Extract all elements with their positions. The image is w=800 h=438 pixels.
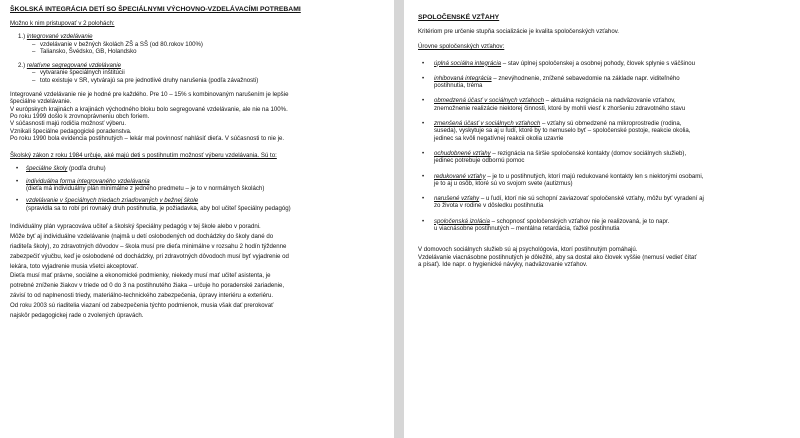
paragraph-line: Po roku 1999 došlo k zrovnoprávneniu obch foriem. (10, 112, 150, 120)
paragraph-line: Po roku 1990 bola evidencia postihnutých – lekár mal povinnosť nahlásiť dieťa. V súčasnosti to nie je. (10, 134, 285, 142)
list-item-text: (dieťa má individuálny plán minimálne z jedného predmetu – je to v normálnych školách) (26, 185, 265, 193)
law-list (10, 165, 386, 211)
bullet-icon: • (422, 149, 425, 157)
paragraph-line: Môže byť aj individuálne vzdelávanie (najmä u detí oslobodených od dochádzky do školy dané do (10, 232, 274, 240)
list-item-text: – aktuálna rezignácia na nadväzovanie vzťahov, (544, 97, 676, 105)
right-intro: Kritériom pre určenie stupňa socializácie je kvalita spoločenských vzťahov. (418, 28, 619, 35)
list-item-title: zmenšená účasť v sociálnych vzťahoch (434, 120, 541, 128)
bullet-icon: • (422, 74, 425, 82)
section-1 (10, 33, 386, 55)
list-item-text: (podľa druhu) (67, 165, 106, 173)
right-closing (418, 246, 792, 268)
section-2-number: 2.) (18, 62, 26, 70)
list-item-text: – je to u postihnutých, ktorí majú redukované kontakty len s niektorými osobami, (485, 172, 704, 180)
bullet-icon: • (16, 165, 19, 173)
list-item-text: – rezignácia na širšie spoločenské kontakty (domov sociálnych služieb), (490, 149, 687, 157)
paragraph-line: špeciálne vzdelávanie. (10, 98, 72, 106)
paragraph-line: V súčasnosti majú rodičia možnosť výberu. (10, 120, 127, 128)
list-item-title: špeciálne školy (26, 165, 68, 173)
list-item-text: je to aj u osôb, ktoré sú vo svojom svete (autizmus) (434, 179, 573, 187)
paragraph-line: Individuálny plán vypracováva učiteľ a školský špeciálny pedagóg v tej škole alebo v poradni. (10, 222, 261, 230)
list-item (422, 97, 792, 112)
paragraph-line: lekára, toto vyjadrenie musia všetci akceptovať. (10, 262, 139, 270)
list-item-title: ochudobnené vzťahy (434, 149, 491, 157)
right-page (404, 0, 800, 438)
list-item-text: postihnutia, tréma (434, 82, 483, 90)
paragraph-line: najskôr pedagogickej rade o zvolených úpravách. (10, 312, 144, 320)
levels-list (418, 60, 792, 233)
list-item-text: – schopnosť spoločenských vzťahov nie je realizovaná, je to napr. (489, 217, 670, 225)
right-title: SPOLOČENSKÉ VZŤAHY (418, 14, 500, 21)
list-item-text: (spravidla sa to robí pri rovnaký druh postihnutia, je požiadavka, aby bol učiteľ špeciálny pedagóg) (26, 204, 291, 212)
list-item-title: vzdelávanie v špeciálnych triedach zriaďovaných v bežnej škole (26, 197, 199, 205)
paragraph-line: V domovoch sociálnych služieb sú aj psychológovia, ktorí postihnutým pomáhajú. (418, 246, 638, 254)
list-item-text: znemožnenie realizácie niektorej činnosti, ktoré by mohli viesť k zhoršeniu zdravotného stavu (434, 104, 686, 112)
list-item-title: obmedzená účasť v sociálnych vzťahoch (434, 97, 544, 105)
list-item-text: jedinec sa kvôli negatívnej reakcii okolia uzavrie (434, 134, 564, 142)
section-2-item: – vytvaranie špeciálnych inštitúcii (10, 69, 386, 76)
left-page (0, 0, 394, 438)
bullet-icon: • (422, 97, 425, 105)
list-item (16, 197, 386, 212)
closing-paragraph (10, 222, 386, 321)
list-item-title: narušené vzťahy (434, 195, 480, 203)
paragraph-line: a písať). Ide napr. o hygienické návyky, nadväzovanie vzťahov. (418, 260, 588, 268)
section-2 (10, 62, 386, 84)
bullet-icon: • (16, 197, 19, 205)
levels-heading: Úrovne spoločenských vzťahov: (418, 43, 505, 51)
bullet-icon: • (422, 120, 425, 128)
section-1-number: 1.) (18, 33, 26, 41)
bullet-icon: • (422, 195, 425, 203)
list-item-title: redukované vzťahy (434, 172, 486, 180)
paragraph-line: riaditeľa školy), zo zdravotných dôvodov – škola musí pre dieťa minimálne v rozsahu 2 hodín týždenne (10, 242, 287, 250)
list-item-text: – znevýhodnenie, znížené sebavedomie na základe napr. viditeľného (491, 74, 680, 82)
list-item (422, 195, 792, 210)
list-item (16, 178, 386, 193)
bullet-icon: • (16, 177, 19, 185)
section-1-title: integrované vzdelávanie (26, 33, 93, 41)
intro-paragraph (10, 91, 386, 142)
list-item (422, 173, 792, 188)
list-item-text: u viacnásobne postihnutých – mentálna retardácia, ťažké postihnutia (434, 225, 620, 233)
law-heading: Školský zákon z roku 1984 určuje, aké majú deti s postihnutím možnosť výberu vzdelávania. Sú to: (10, 152, 277, 160)
list-item (422, 218, 792, 233)
left-title: ŠKOLSKÁ INTEGRÁCIA DETÍ SO ŠPECIÁLNYMI VÝCHOVNO-VZDELÁVACÍMI POTREBAMI (10, 6, 301, 13)
paragraph-line: potrebné zníženie žiakov v triede od 0 do 3 na postihnutého žiaka – určuje ho poradenské zariadenie, (10, 282, 285, 290)
paragraph-line: V európskych krajinách a krajinách východného bloku bolo segregované vzdelávanie, ale nie na 100%. (10, 105, 288, 113)
list-item-text: – u ľudí, ktorí nie sú schopní zaviazovať spoločenské vzťahy, môžu byť vyradení aj (479, 195, 704, 203)
list-item (422, 60, 792, 67)
list-item-title: spoločenská izolácia (434, 217, 490, 225)
section-2-item: – toto existuje v SR, vytvárajú sa pre jednotlivé druhy narušenia (podľa závažnosti) (10, 77, 386, 84)
list-item-title: inhibovaná integrácia (434, 74, 492, 82)
approach-heading: Možno k nim pristupovať v 2 polohách: (10, 20, 115, 27)
paragraph-line: zabezpečiť výučbu, keď je oslobodené od dochádzky, pri zdravotných dôvodoch musí byť vyjadrenie od (10, 252, 289, 260)
list-item-text: – stav úplnej spoločenskej a osobnej pohody, človek splynie s väčšinou (501, 59, 696, 67)
list-item-text: – vzťahy sú obmedzené na mikroprostredie (rodina, (540, 120, 682, 128)
list-item-text: zo života v rodine v dôsledku postihnutia (434, 202, 544, 210)
paragraph-line: Vznikali špeciálne pedagogické poradenstva. (10, 127, 132, 135)
bullet-icon: • (422, 217, 425, 225)
list-item-text: suseda), vyskytuje sa aj u ľudí, ktoré by to nemuselo byť – spoločenské postoje, reakcie okolia, (434, 127, 691, 135)
list-item (422, 120, 792, 142)
list-item-title: úplná sociálna integrácia (434, 59, 502, 67)
list-item-text: jedinec potrebuje odbornú pomoc (434, 157, 525, 165)
paragraph-line: Integrované vzdelávanie nie je hodné pre každého. Pre 10 – 15% s kombinovaným narušením je lepšie (10, 91, 289, 99)
list-item (422, 75, 792, 90)
paragraph-line: Dieťa musí mať právne, sociálne a ekonomické podmienky, niekedy musí mať učiteľ asistenta, je (10, 272, 271, 280)
bullet-icon: • (422, 172, 425, 180)
section-1-item: – Taliansko, Švédsko, GB, Holandsko (10, 48, 386, 55)
section-1-item: – vzdelávanie v bežných školách ZŠ a SŠ (od 80.rokov 100%) (10, 41, 386, 48)
paragraph-line: Od roku 2003 sú riaditelia viazaní od zabezpečenia týchto podmienok, musia však dať prerokovať (10, 302, 274, 310)
section-2-title: relatívne segregované vzdelávanie (26, 62, 122, 70)
page-gap (394, 0, 404, 438)
paragraph-line: Vzdelávanie viacnásobne postihnutých je dôležité, aby sa dostal ako človek vyššie (nemusí vedieť čítať (418, 253, 697, 261)
paragraph-line: závisí to od naplnenosti triedy, materiálno-technického zabezpečenia, úpravy interiéru a exteriéru. (10, 292, 274, 300)
list-item (16, 165, 386, 172)
bullet-icon: • (422, 59, 425, 67)
list-item (422, 150, 792, 165)
list-item-title: individuálna forma integrovaného vzdelávania (26, 177, 150, 185)
